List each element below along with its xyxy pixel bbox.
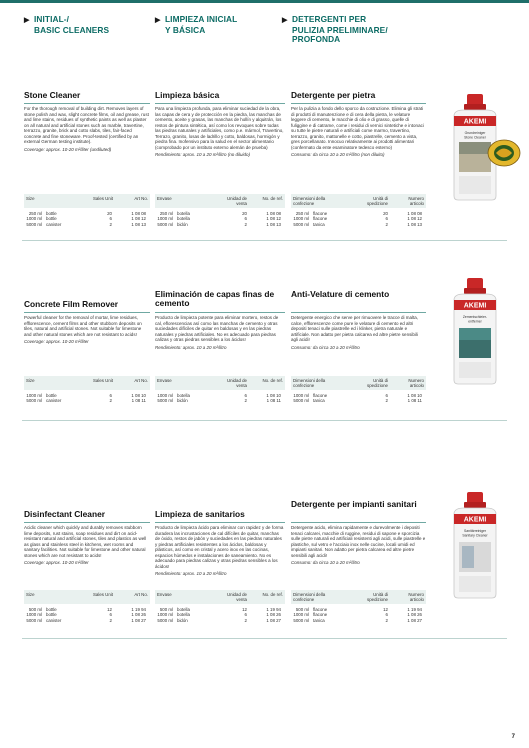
table-row: 1000 ml bottle 6 1 08 26	[26, 612, 146, 618]
description-es	[155, 525, 285, 579]
header-stripe	[0, 0, 529, 3]
table-es	[155, 590, 285, 630]
col-header: Envase	[157, 196, 172, 201]
page-header	[0, 0, 529, 86]
table-it	[291, 194, 426, 234]
coverage-text: Coverage: approx. 10-20 m²/liter	[24, 339, 89, 345]
description-text: Detergente energico che serve per rimuovere le tracce di malta, calce, efflorescenze come pure le velature di cemento ed altri depositi tenaci sulle piastrelle ed i klinker, pietra naturale e artificiale. Non adatto per pietra calcarea ed altre pietre sensibili agli acidi!	[291, 315, 419, 343]
table-es	[155, 194, 285, 234]
col-header: Unità di spedizione	[367, 378, 388, 388]
table-it	[291, 590, 426, 630]
title-rule	[291, 312, 426, 313]
title-en: Concrete Film Remover	[24, 299, 119, 309]
col-header: Size	[26, 196, 35, 201]
table-row: 5000 ml bidón 2 1 08 27	[157, 617, 281, 623]
description-text: Powerful cleaner for the removal of mortar, lime residues, efflorescence, cement films and other stubborn deposits on tiles, natural and artificial stones. Not suitable for limestone and other natural stones which are not resistant to acids!	[24, 315, 142, 337]
product-bottle-image	[440, 490, 510, 600]
coverage-text: Rendimiento: aprox. 10 a 20 m²/litro (no diluido)	[155, 152, 251, 158]
title-en: Disinfectant Cleaner	[24, 509, 105, 519]
table-it	[291, 376, 426, 416]
arrow-icon: ▶	[24, 17, 30, 24]
col-header: Unità di spedizione	[367, 196, 388, 206]
description-en	[24, 106, 150, 154]
title-it: Detergente per impianti sanitari	[291, 499, 417, 509]
svg-text:entferner: entferner	[468, 319, 482, 324]
title-en: Stone Cleaner	[24, 90, 81, 100]
description-text: Producto de limpieza potente para eliminar mortero, restos de cal, eflorescencias así como las manchas de cemento y otras suciedades difíciles de quitar en baldosas y en las piedras naturales y piedras artificiales. No es adecuado para piedras calizas y otras piedras sensibles a los ácidos!	[155, 315, 279, 343]
bottle-brand: AKEMI	[463, 302, 487, 310]
title-es: Eliminación de capas finas de cemento	[155, 289, 275, 309]
col-header: No. de ref.	[262, 196, 283, 201]
header-line: BASIC CLEANERS	[34, 24, 110, 35]
description-text: Para una limpieza profunda, para eliminar suciedad de la obra, las capas de cera y de protección en la piedra, las manchas de cemento, aceite y grasas, las manchas de hollín y alquitrán, los restos de pintura sintética, así como los revoques sobre todas las piedras naturales y artificiales, como p.e. mármol, Travertino, Terrazo, granito, losas de ladrillo y cotto, baldosas, hormigón y piedra fina. Inofensivo para la salud en el sector alimentario (comprobado por un instituto externo alemán de prueba)	[155, 106, 284, 150]
title-rule	[24, 312, 150, 313]
table-row: 500 ml bottle 12 1 19 94	[28, 607, 146, 612]
table-row: 250 ml bottle 20 1 08 08	[28, 211, 146, 216]
title-rule	[155, 103, 285, 104]
table-row: 5000 ml canister 2 1 08 11	[26, 398, 146, 404]
table-row: 1000 ml bottle 6 1 08 10	[26, 393, 146, 398]
table-row: 5000 ml bidón 2 1 08 11	[157, 398, 281, 404]
description-text: Producto de limpieza ácido para eliminar con rapidez y de forma duradera las incrustaciones de cal difíciles de quitar, manchas de óxido, restos de jabón y suciedades en las piedras naturales y piedras artificiales resistentes a los ácidos, baldosas y plásticos, así como en cristal y acero inox en las cocinas, espacios húmedos e instalaciones de saneamiento. No es adecuado para piedras calizas y otras piedras sensibles a los ácidos!	[155, 525, 284, 569]
col-header: Numero articolo	[408, 196, 424, 206]
coverage-text: Coverage: approx. 10-20 m²/liter	[24, 560, 89, 566]
description-text: Per la pulizia a fondo dello sporco da costruzione. Elimina gli strati di prodotti di manutenzione e di cera della pietra, le velature leggere di cemento, le macchie di olio e di grasso, quelle di fuliggine e di catrame, come i residui di vernici sintetiche e intonaci su tutte le pietre naturali e artificiali come marmo, travertino, terrazzo, granito, mattonelle e cotto, piastrelle, cemento a vista, gres porcellanato. Innocuo relativamente ai prodotti alimentari (confermato da ente esaminatore tedesco esterno)	[291, 106, 424, 150]
header-line: ▶ DETERGENTI PER	[282, 14, 367, 24]
col-header: Dimensioni della confezione	[293, 196, 326, 206]
title-es: Limpieza de sanitarios	[155, 509, 245, 519]
col-header: No. de ref.	[262, 592, 283, 597]
header-col-it	[282, 15, 442, 45]
col-header: Unidad de venta	[226, 378, 247, 388]
header-col-en	[24, 15, 174, 35]
description-text: For the thorough removal of building dirt. Removes layers of stone polish and wax, slight concrete films, oil and grease, rust and lime stains, residues of synthetic paints as well as plaster on all natural and artificial stones such as marble, travertine, terrazzo, granite, brick and cotto slabs, tiles, fair-faced concrete and fine stoneware. Proof-tested (certified by an external German testing institute).	[24, 106, 149, 145]
header-line: Y BÁSICA	[165, 24, 206, 35]
description-text: Acidic cleaner which quickly and durably removes stubborn lime deposits, rust stains, soap residues and dirt on acid-resistant natural and artificial stones, tiles and plastics as well as glass and stainless steel in kitchens, wet rooms and sanitary facilities. Not suitable for limestone and other natural stones which are not resistant to acids!	[24, 525, 147, 558]
table-row: 5000 ml tanica 2 1 08 11	[293, 398, 422, 404]
col-header: Sales Unit	[92, 378, 113, 383]
title-rule	[291, 103, 426, 104]
svg-text:Zementschleier-: Zementschleier-	[462, 315, 488, 319]
table-row: 500 ml flacone 12 1 19 94	[295, 607, 422, 612]
section-stone-cleaner	[0, 86, 529, 276]
header-line: ▶ INITIAL-/	[24, 14, 70, 24]
table-row: 5000 ml canister 2 1 08 27	[26, 617, 146, 623]
table-row: 1000 ml flacone 6 1 08 26	[293, 612, 422, 618]
svg-text:Sanitary Cleaner: Sanitary Cleaner	[462, 533, 488, 538]
table-en	[24, 376, 150, 416]
coverage-text: Consumo: da circa 10 a 20 m²/litro	[291, 560, 360, 566]
coverage-text: Rendimiento: aprox. 10 a 20 m²/litro	[155, 344, 227, 350]
col-header: Unidad de venta	[226, 592, 247, 602]
section-divider	[22, 638, 507, 639]
col-header: Envase	[157, 592, 172, 597]
header-line: PROFONDA	[292, 34, 341, 45]
seal-badge-icon	[486, 138, 522, 168]
description-en	[24, 315, 150, 347]
title-it: Anti-Velature di cemento	[291, 289, 390, 299]
table-row: 250 ml botella 20 1 08 08	[159, 211, 281, 216]
col-header: No. de ref.	[262, 378, 283, 383]
bottle-brand: AKEMI	[463, 516, 487, 524]
col-header: Art No.	[134, 378, 148, 383]
svg-text:Stone Cleaner: Stone Cleaner	[464, 135, 486, 140]
title-rule	[291, 522, 426, 523]
col-header: Unidad de venta	[226, 196, 247, 206]
title-es: Limpieza básica	[155, 90, 220, 100]
col-header: Dimensioni della confezione	[293, 378, 326, 388]
col-header: Sales Unit	[92, 592, 113, 597]
section-disinfectant-cleaner	[0, 496, 529, 726]
description-it	[291, 315, 426, 352]
table-row: 1000 ml botella 6 1 08 10	[157, 393, 281, 398]
description-text: Detergente acido, elimina rapidamente e durevolmente i depositi tenaci calcarei, macchie di ruggine, residui di sapone e sporcizia sulle pietre naturali ed artificiali resistenti agli acidi, sulle piastrelle e plastiche, sul vetro e l'acciaio inox nelle cucine, locali umidi ed impianti sanitari. Non adatto per pietra calcarea ed altre pietre sensibili agli acidi!	[291, 525, 426, 558]
col-header: Unità di spedizione	[367, 592, 388, 602]
arrow-icon: ▶	[282, 17, 288, 24]
section-divider	[22, 240, 507, 241]
col-header: Art No.	[134, 592, 148, 597]
table-row: 1000 ml botella 6 1 08 12	[157, 216, 281, 222]
table-row: 1000 ml botella 6 1 08 26	[157, 612, 281, 618]
title-rule	[155, 522, 285, 523]
col-header: Numero articolo	[408, 378, 424, 388]
table-row: 250 ml flacone 20 1 08 08	[295, 211, 422, 216]
table-row: 5000 ml bidón 2 1 08 13	[157, 221, 281, 227]
col-header: Size	[26, 378, 35, 383]
coverage-text: Consumo: da circa 10 a 20 m²/litro (non diluito)	[291, 152, 385, 158]
title-rule	[24, 103, 150, 104]
table-row: 5000 ml canister 2 1 08 13	[26, 221, 146, 227]
col-header: Size	[26, 592, 35, 597]
description-es	[155, 106, 285, 160]
table-en	[24, 590, 150, 630]
table-en	[24, 194, 150, 234]
table-row: 500 ml botella 12 1 19 94	[159, 607, 281, 612]
header-line: PULIZIA PRELIMINARE/	[292, 24, 388, 35]
svg-text:Sanitärreiniger: Sanitärreiniger	[463, 529, 487, 533]
col-header: Sales Unit	[92, 196, 113, 201]
coverage-text: Coverage: approx. 10-20 m²/liter (undiluted)	[24, 146, 112, 152]
table-row: 5000 ml tanica 2 1 08 13	[293, 221, 422, 227]
title-rule	[24, 522, 150, 523]
table-row: 5000 ml tanica 2 1 08 27	[293, 617, 422, 623]
description-es	[155, 315, 285, 352]
title-rule	[155, 312, 285, 313]
table-row: 1000 ml flacone 6 1 08 12	[293, 216, 422, 222]
col-header: Numero articolo	[408, 592, 424, 602]
col-header: Envase	[157, 378, 172, 383]
section-concrete-film-remover	[0, 286, 529, 476]
product-bottle-image	[440, 276, 510, 386]
table-row: 1000 ml flacone 6 1 08 10	[293, 393, 422, 398]
header-line: ▶ LIMPIEZA INICIAL	[155, 14, 238, 24]
svg-text:Grundreiniger: Grundreiniger	[464, 131, 486, 135]
col-header: Dimensioni della confezione	[293, 592, 326, 602]
coverage-text: Consumo: da circa 10 a 20 m²/litro	[291, 344, 360, 350]
table-row: 1000 ml bottle 6 1 08 12	[26, 216, 146, 222]
description-it	[291, 525, 426, 568]
title-it: Detergente per pietra	[291, 90, 376, 100]
page-number: 7	[511, 734, 515, 740]
arrow-icon: ▶	[155, 17, 161, 24]
description-en	[24, 525, 150, 568]
table-es	[155, 376, 285, 416]
col-header: Art No.	[134, 196, 148, 201]
section-divider	[22, 420, 507, 421]
coverage-text: Rendimiento: aprox. 10 a 20 m²/litro	[155, 571, 227, 577]
bottle-brand: AKEMI	[463, 118, 487, 126]
description-it	[291, 106, 426, 160]
